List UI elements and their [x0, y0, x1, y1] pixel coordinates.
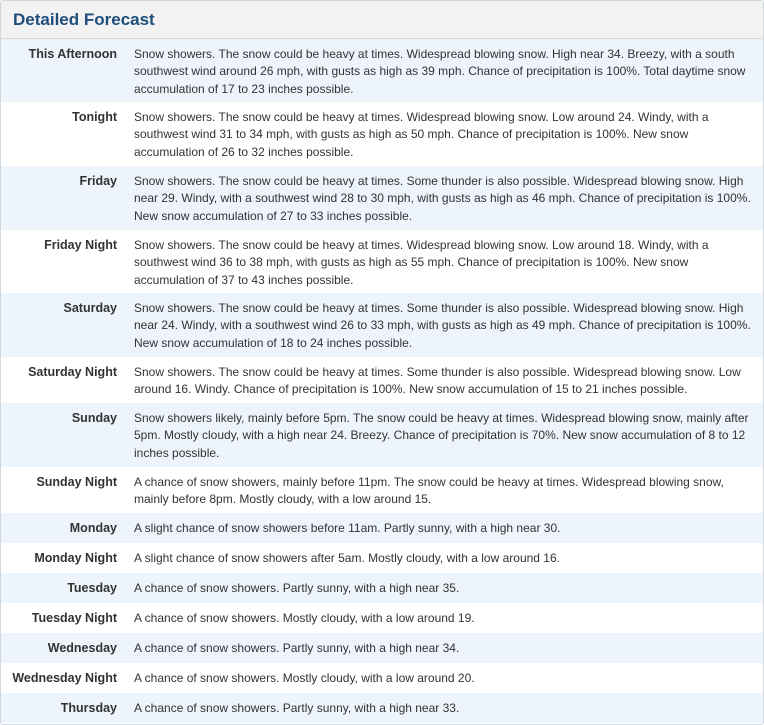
forecast-description: A slight chance of snow showers before 11am. Partly sunny, with a high near 30.: [134, 521, 561, 535]
forecast-row: [1, 467, 763, 513]
forecast-period-label: Sunday Night: [36, 475, 117, 489]
forecast-period-label: Saturday: [63, 301, 117, 315]
forecast-period-label: Friday: [79, 174, 117, 188]
forecast-row: [1, 633, 763, 663]
forecast-period-label: Thursday: [60, 701, 117, 715]
forecast-row: [1, 230, 763, 293]
forecast-period-label: Wednesday Night: [12, 671, 117, 685]
forecast-row: [1, 166, 763, 230]
forecast-description: Snow showers. The snow could be heavy at times. Some thunder is also possible. Widespread blowing snow. High near 29. Windy, with a southwest wind 28 to 30 mph, with gusts as high as 46 mph. Chance of precipitation is 100%. New snow accumulation of 27 to 33 inches possible.: [134, 174, 751, 223]
forecast-period-label: Tonight: [72, 110, 117, 124]
forecast-description: A chance of snow showers. Partly sunny, with a high near 33.: [134, 701, 460, 715]
forecast-description: Snow showers. The snow could be heavy at times. Widespread blowing snow. Low around 18. Windy, with a southwest wind 36 to 38 mph, with gusts as high as 55 mph. Chance of precipitation is 100%. New snow accumulation of 37 to 43 inches possible.: [134, 238, 709, 287]
forecast-period-label: This Afternoon: [28, 47, 117, 61]
forecast-row: [1, 543, 763, 573]
forecast-description: Snow showers. The snow could be heavy at times. Some thunder is also possible. Widespread blowing snow. Low around 16. Windy. Chance of precipitation is 100%. New snow accumulation of 15 to 21 inches possible.: [134, 365, 741, 397]
forecast-description: A chance of snow showers, mainly before 11pm. The snow could be heavy at times. Widespread blowing snow, mainly before 8pm. Mostly cloudy, with a low around 15.: [134, 475, 724, 507]
forecast-row: [1, 663, 763, 693]
forecast-description: A chance of snow showers. Mostly cloudy, with a low around 19.: [134, 611, 475, 625]
forecast-period-label: Tuesday Night: [31, 611, 117, 625]
forecast-description: A chance of snow showers. Mostly cloudy, with a low around 20.: [134, 671, 475, 685]
forecast-description: Snow showers likely, mainly before 5pm. The snow could be heavy at times. Widespread blowing snow, mainly after 5pm. Mostly cloudy, with a high near 24. Breezy. Chance of precipitation is 70%. New snow accumulation of 8 to 12 inches possible.: [134, 411, 749, 460]
forecast-description: Snow showers. The snow could be heavy at times. Widespread blowing snow. Low around 24. Windy, with a southwest wind 31 to 34 mph, with gusts as high as 50 mph. Chance of precipitation is 100%. New snow accumulation of 26 to 32 inches possible.: [134, 110, 709, 159]
forecast-row: [1, 603, 763, 633]
forecast-period-label: Sunday: [71, 411, 117, 425]
forecast-description: Snow showers. The snow could be heavy at times. Widespread blowing snow. High near 34. Breezy, with a south southwest wind around 26 mph, with gusts as high as 39 mph. Chance of precipitation is 100%. Total daytime snow accumulation of 17 to 23 inches possible.: [134, 47, 746, 96]
forecast-period-label: Friday Night: [44, 238, 117, 252]
panel-title: Detailed Forecast: [13, 10, 155, 29]
forecast-description: A slight chance of snow showers after 5am. Mostly cloudy, with a low around 16.: [134, 551, 560, 565]
forecast-row: [1, 513, 763, 543]
forecast-period-label: Saturday Night: [28, 365, 117, 379]
forecast-row: [1, 39, 763, 102]
forecast-description: A chance of snow showers. Partly sunny, with a high near 34.: [134, 641, 460, 655]
panel-heading: [1, 1, 763, 39]
forecast-list: [1, 39, 763, 723]
forecast-row: [1, 403, 763, 467]
forecast-row: [1, 293, 763, 357]
forecast-description: Snow showers. The snow could be heavy at times. Some thunder is also possible. Widespread blowing snow. High near 24. Windy, with a southwest wind 26 to 33 mph, with gusts as high as 49 mph. Chance of precipitation is 100%. New snow accumulation of 18 to 24 inches possible.: [134, 301, 751, 350]
forecast-period-label: Tuesday: [67, 581, 117, 595]
forecast-period-label: Monday Night: [34, 551, 117, 565]
forecast-row: [1, 102, 763, 166]
forecast-row: [1, 573, 763, 603]
forecast-row: [1, 357, 763, 403]
forecast-row: [1, 693, 763, 723]
forecast-description: A chance of snow showers. Partly sunny, with a high near 35.: [134, 581, 460, 595]
forecast-period-label: Wednesday: [47, 641, 117, 655]
forecast-period-label: Monday: [69, 521, 117, 535]
